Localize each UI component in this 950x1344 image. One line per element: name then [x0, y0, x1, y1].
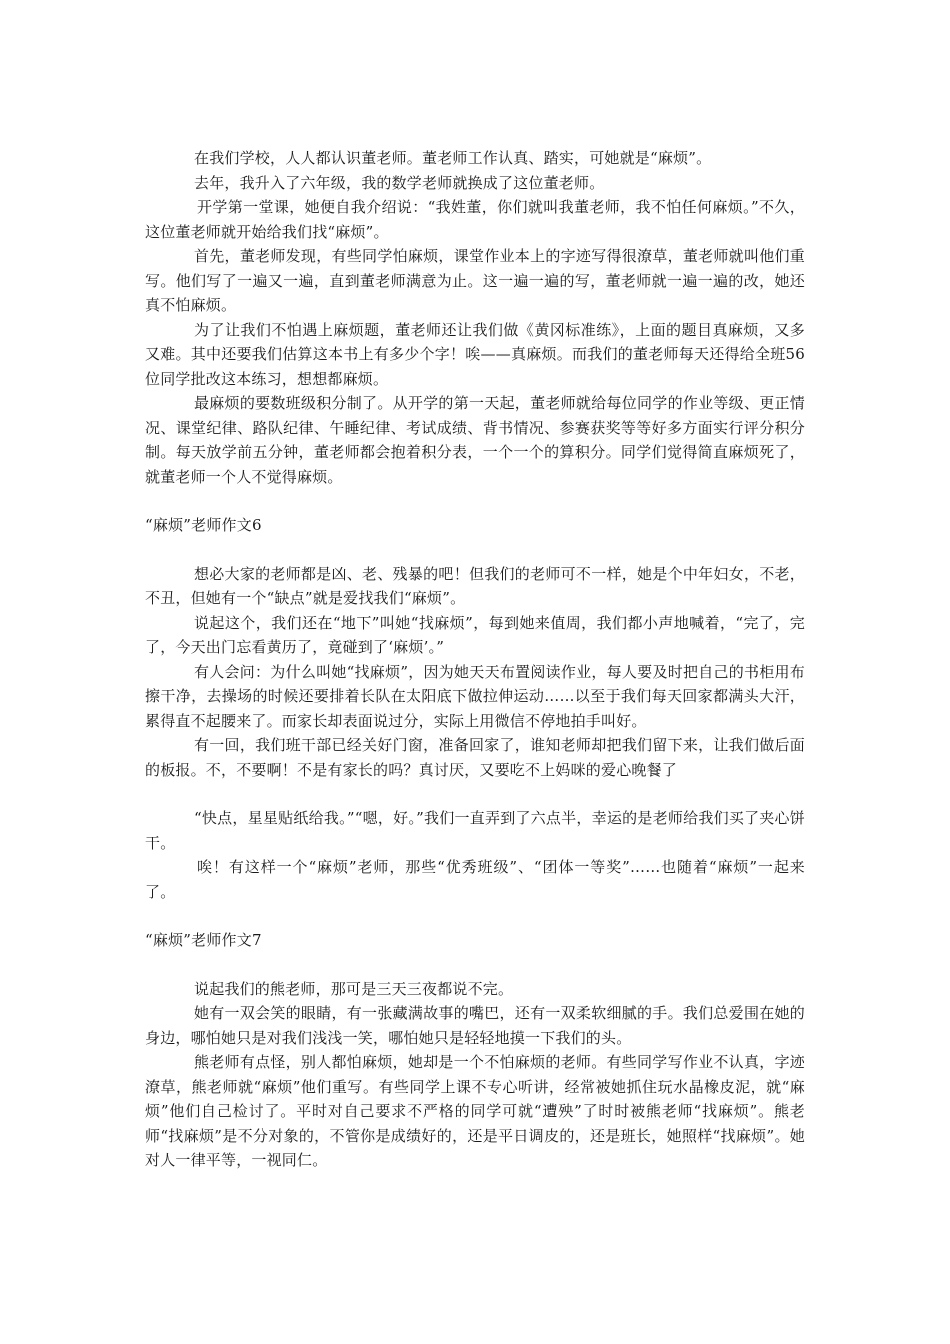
paragraph: “快点，星星贴纸给我。”“嗯，好。”我们一直弄到了六点半，幸运的是老师给我们买了夹心饼干。: [145, 809, 805, 852]
paragraph: 最麻烦的要数班级积分制了。从开学的第一天起，董老师就给每位同学的作业等级、更正情况、课堂纪律、路队纪律、午睡纪律、考试成绩、背书情况、参赛获奖等等好多方面实行评分积分制。每天放学前五分钟，董老师都会抱着积分表，一个一个的算积分。同学们觉得简直麻烦死了，就董老师一个人不觉得麻烦。: [145, 394, 805, 486]
paragraph: 说起我们的熊老师，那可是三天三夜都说不完。: [194, 979, 514, 998]
paragraph: 开学第一堂课，她便自我介绍说：“我姓董，你们就叫我董老师，我不怕任何麻烦。”不久，这位董老师就开始给我们找“麻烦”。: [145, 198, 805, 241]
section-title: “麻烦”老师作文6: [145, 516, 262, 534]
paragraph: 在我们学校，人人都认识董老师。董老师工作认真、踏实，可她就是“麻烦”。: [194, 149, 712, 167]
paragraph: 去年，我升入了六年级，我的数学老师就换成了这位董老师。: [194, 173, 605, 192]
paragraph: 熊老师有点怪，别人都怕麻烦，她却是一个不怕麻烦的老师。有些同学写作业不认真，字迹潦草，熊老师就“麻烦”他们重写。有些同学上课不专心听讲，经常被她抓住玩水晶橡皮泥，就“麻烦”他们自己检讨了。平时对自己要求不严格的同学可就“遭殃”了时时被熊老师“找麻烦”。熊老师“找麻烦”是不分对象的，不管你是成绩好的，还是平日调皮的，还是班长，她照样“找麻烦”。她对人一律平等，一视同仁。: [145, 1053, 805, 1169]
paragraph: 为了让我们不怕遇上麻烦题，董老师还让我们做《黄冈标准练》，上面的题目真麻烦，又多又难。其中还要我们估算这本书上有多少个字！唉——真麻烦。而我们的董老师每天还得给全班56位同学批改这本练习，想想都麻烦。: [145, 320, 805, 388]
paragraph: 唉！有这样一个“麻烦”老师，那些“优秀班级”、“团体一等奖”……也随着“麻烦”一起来了。: [145, 858, 805, 901]
paragraph: 想必大家的老师都是凶、老、残暴的吧！但我们的老师可不一样，她是个中年妇女，不老，不丑，但她有一个“缺点”就是爱找我们“麻烦”。: [145, 564, 805, 607]
paragraph: 有一回，我们班干部已经关好门窗，准备回家了，谁知老师却把我们留下来，让我们做后面的板报。不，不要啊！不是有家长的吗？真讨厌，又要吃不上妈咪的爱心晚餐了: [145, 736, 805, 779]
paragraph: 首先，董老师发现，有些同学怕麻烦，课堂作业本上的字迹写得很潦草，董老师就叫他们重写。他们写了一遍又一遍，直到董老师满意为止。这一遍一遍的写，董老师就一遍一遍的改，她还真不怕麻烦。: [145, 247, 805, 314]
paragraph: 说起这个，我们还在“地下”叫她“找麻烦”，每到她来值周，我们都小声地喊着，“完了，完了，今天出门忘看黄历了，竟碰到了‘麻烦’。”: [145, 613, 805, 656]
paragraph: 她有一双会笑的眼睛，有一张藏满故事的嘴巴，还有一双柔软细腻的手。我们总爱围在她的身边，哪怕她只是对我们浅浅一笑，哪怕她只是轻轻地摸一下我们的头。: [145, 1004, 805, 1047]
paragraph: 有人会问：为什么叫她“找麻烦”，因为她天天布置阅读作业，每人要及时把自己的书柜用布擦干净，去操场的时候还要排着长队在太阳底下做拉伸运动……以至于我们每天回家都满头大汗，累得直不起腰来了。而家长却表面说过分，实际上用微信不停地拍手叫好。: [145, 662, 805, 730]
document-page: [145, 146, 805, 1173]
section-title: “麻烦”老师作文7: [145, 931, 262, 949]
